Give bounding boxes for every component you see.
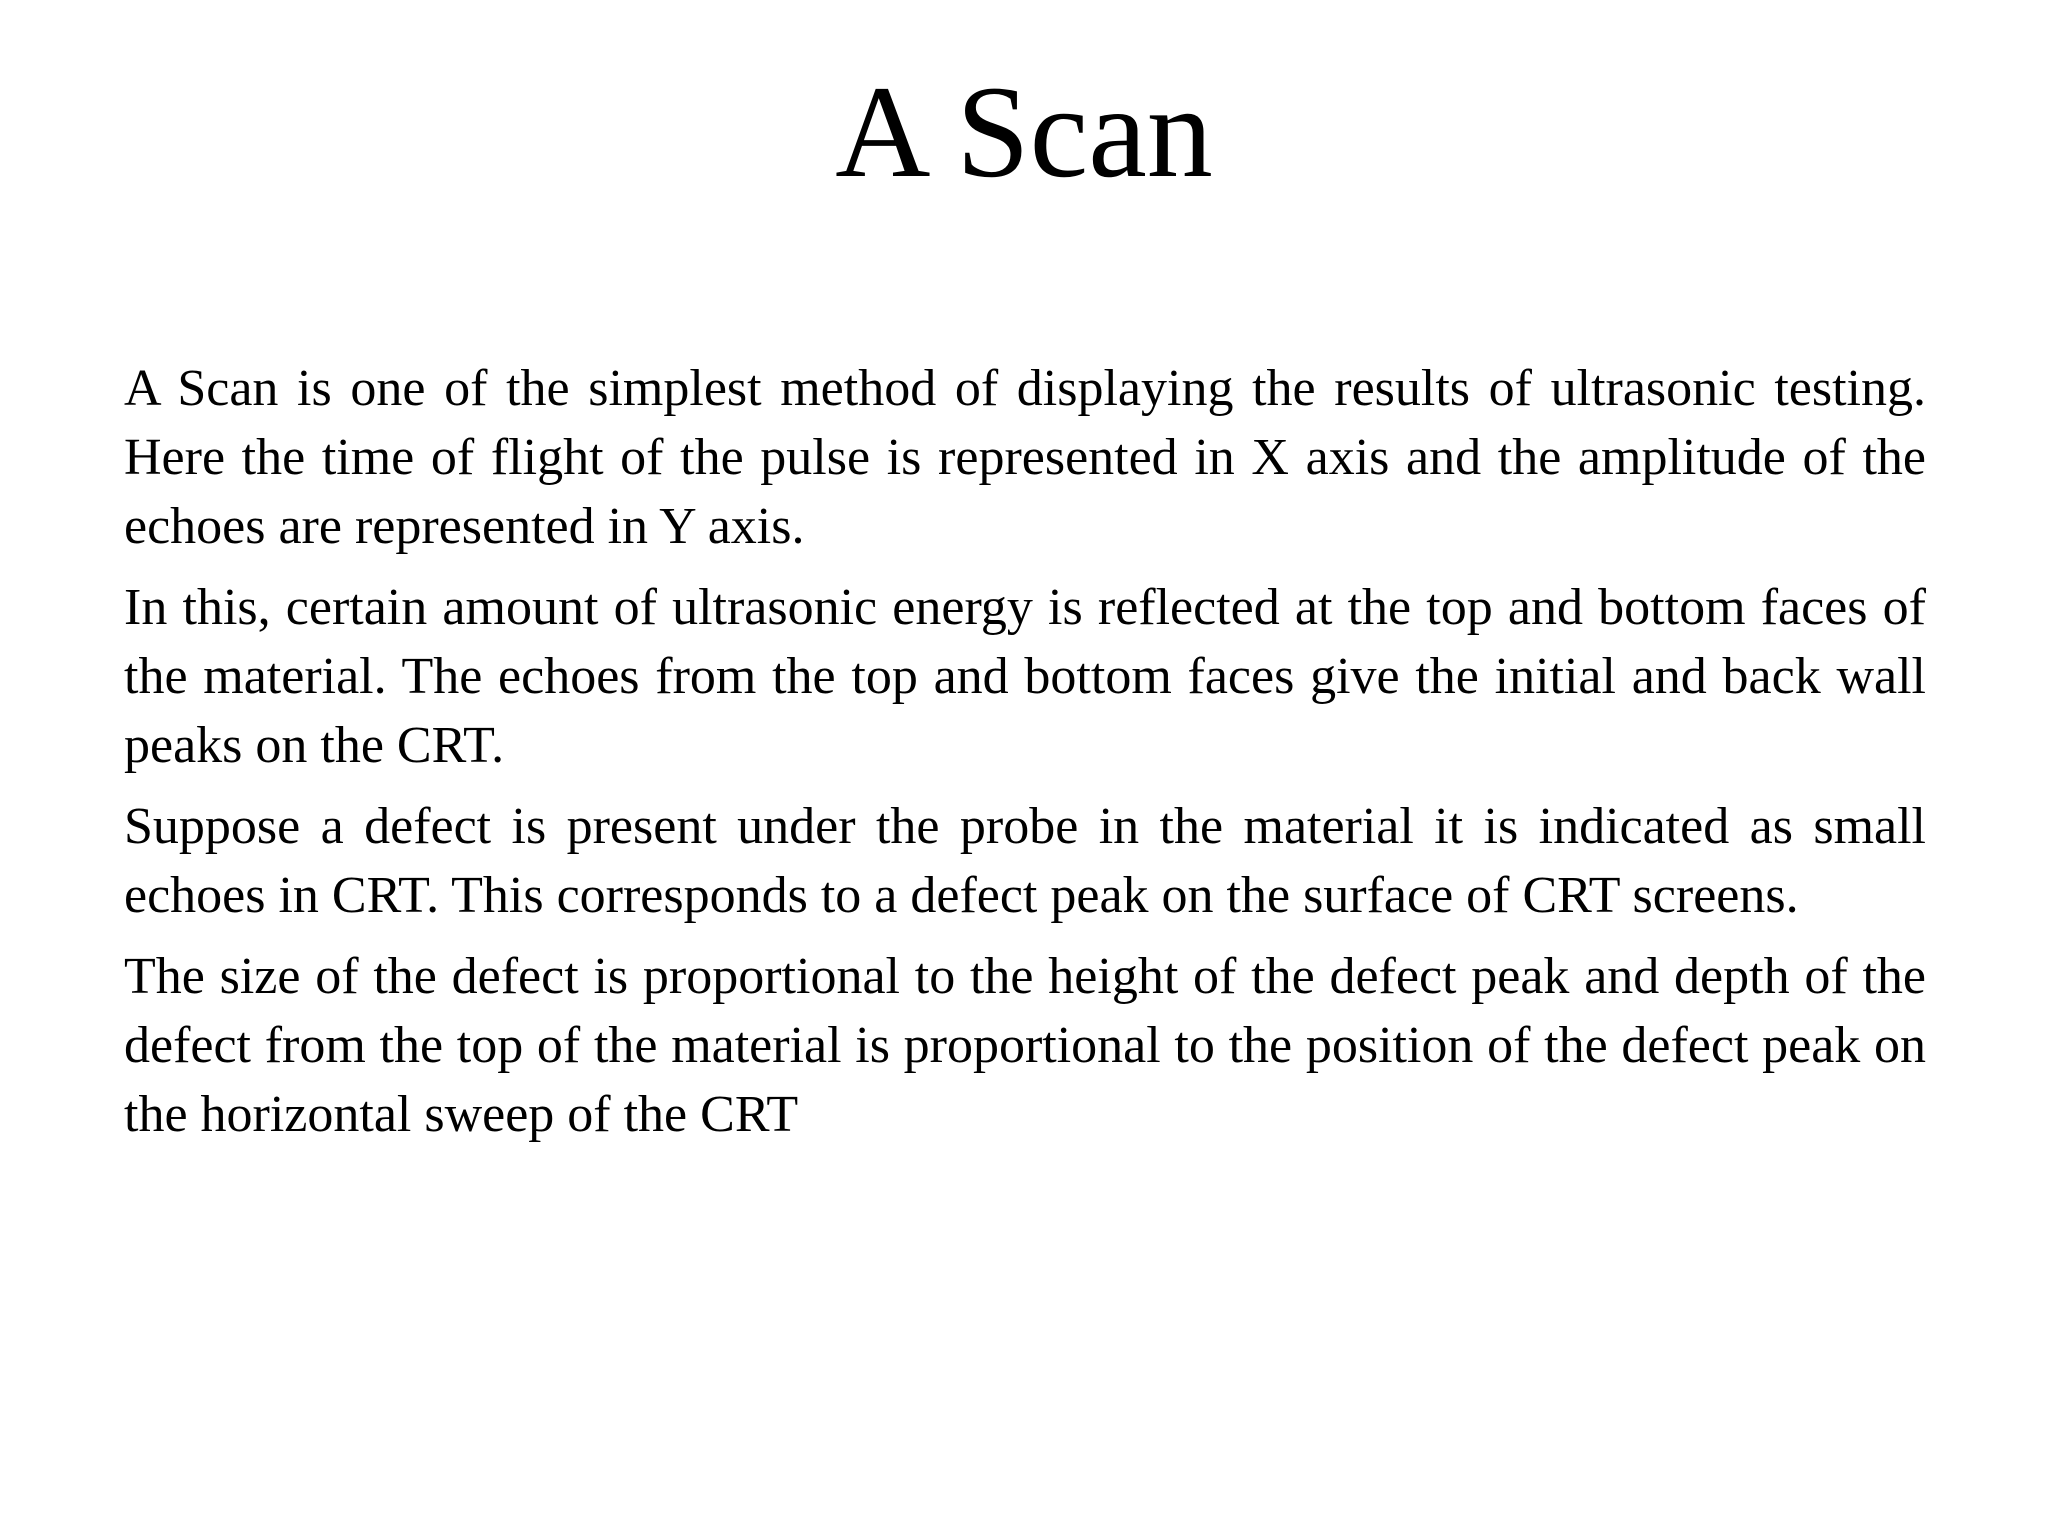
paragraph-4: The size of the defect is proportional to the height of the defect peak and depth of the defect from the top of the material is proportional to the position of the defect peak on the horizontal sweep of the CRT <box>124 948 1926 1143</box>
slide-body <box>124 354 1926 1161</box>
paragraph-1: A Scan is one of the simplest method of displaying the results of ultrasonic testing. Here the time of flight of the pulse is represented in X axis and the amplitude of the echoes are represented in Y axis. <box>124 360 1926 555</box>
paragraph-3: Suppose a defect is present under the probe in the material it is indicated as small echoes in CRT. This corresponds to a defect peak on the surface of CRT screens. <box>124 798 1926 924</box>
slide-title: A Scan <box>835 58 1213 205</box>
paragraph-2: In this, certain amount of ultrasonic energy is reflected at the top and bottom faces of the material. The echoes from the top and bottom faces give the initial and back wall peaks on the CRT. <box>124 579 1926 774</box>
